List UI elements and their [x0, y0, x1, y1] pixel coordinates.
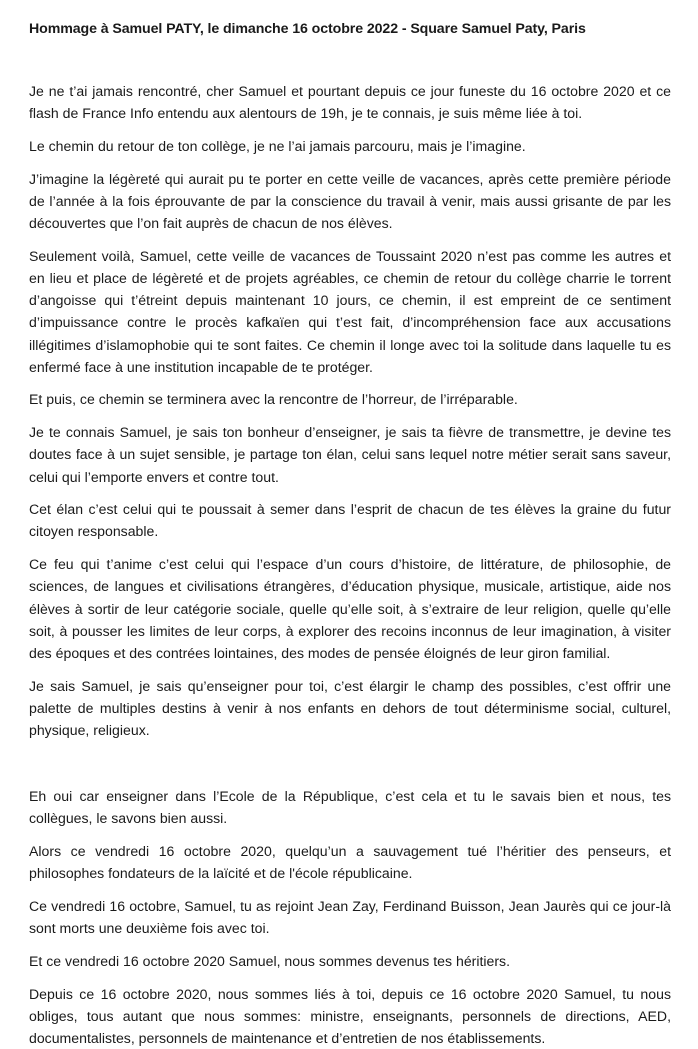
paragraph-7: Cet élan c’est celui qui te poussait à semer dans l’esprit de chacun de tes élèves la graine du futur citoyen responsable.: [29, 501, 671, 540]
paragraph-10: Eh oui car enseigner dans l’Ecole de la République, c’est cela et tu le savais bien et nous, tes collègues, le savons bien aussi.: [29, 788, 671, 827]
paragraph-14: Depuis ce 16 octobre 2020, nous sommes liés à toi, depuis ce 16 octobre 2020 Samuel, tu nous obliges, tous autant que nous sommes: ministre, enseignants, personnels de directions, AED, documentalistes, personnels de maintenance et d’entretien de nos établissements.: [29, 985, 671, 1047]
paragraph-12: Ce vendredi 16 octobre, Samuel, tu as rejoint Jean Zay, Ferdinand Buisson, Jean Jaurès qui ce jour-là sont morts une deuxième fois avec toi.: [29, 898, 671, 937]
paragraph-4: Seulement voilà, Samuel, cette veille de vacances de Toussaint 2020 n’est pas comme les autres et en lieu et place de légèreté et de projets agréables, ce chemin de retour du collège charrie le torrent d’angoisse qui t’étreint depuis maintenant 10 jours, ce chemin, il est empreint de ce sentiment d’impuissance contre le procès kafkaïen qui t’est fait, d’incompréhension face aux accusations illégitimes d’islamophobie qui te sont faites. Ce chemin il longe avec toi la solitude dans laquelle tu es enfermé face à une institution incapable de te protéger.: [29, 247, 671, 375]
document-title: Hommage à Samuel PATY, le dimanche 16 octobre 2022 - Square Samuel Paty, Paris: [29, 21, 586, 37]
paragraph-9: Je sais Samuel, je sais qu’enseigner pour toi, c’est élargir le champ des possibles, c’est offrir une palette de multiples destins à venir à nos enfants en dehors de tout déterminisme social, culturel, physique, religieux.: [29, 677, 671, 739]
paragraph-13: Et ce vendredi 16 octobre 2020 Samuel, nous sommes devenus tes héritiers.: [29, 953, 511, 969]
paragraph-11: Alors ce vendredi 16 octobre 2020, quelqu’un a sauvagement tué l’héritier des penseurs, et philosophes fondateurs de la laïcité et de l'école républicaine.: [29, 843, 671, 882]
paragraph-1: Je ne t’ai jamais rencontré, cher Samuel et pourtant depuis ce jour funeste du 16 octobre 2020 et ce flash de France Info entendu aux alentours de 19h, je te connais, je suis même liée à toi.: [29, 83, 671, 122]
paragraph-6: Je te connais Samuel, je sais ton bonheur d’enseigner, je sais ta fièvre de transmettre, je devine tes doutes face à un sujet sensible, je partage ton élan, celui sans lequel notre métier serait sans saveur, celui qui l’emporte envers et contre tout.: [29, 424, 671, 485]
paragraph-5: Et puis, ce chemin se terminera avec la rencontre de l’horreur, de l’irréparable.: [29, 391, 518, 408]
paragraph-3: J’imagine la légèreté qui aurait pu te porter en cette veille de vacances, après cette première période de l’année à la fois éprouvante de par la conscience du travail à venir, mais aussi grisante de par les découvertes que l’on fait auprès de chacun de nos élèves.: [29, 170, 671, 232]
paragraph-8: Ce feu qui t’anime c’est celui qui l’espace d’un cours d’histoire, de littérature, de philosophie, de sciences, de langues et civilisations étrangères, d’éducation physique, musicale, artistique, aide nos élèves à sortir de leur catégorie sociale, quelle qu’elle soit, à s’extraire de leur religion, quelle qu’elle soit, à pousser les limites de leur corps, à explorer des recoins inconnus de leur imagination, à visiter des époques et des contrées lointaines, des modes de pensée éloignés de leur giron familial.: [29, 556, 671, 661]
paragraph-2: Le chemin du retour de ton collège, je ne l’ai jamais parcouru, mais je l’imagine.: [29, 137, 526, 154]
